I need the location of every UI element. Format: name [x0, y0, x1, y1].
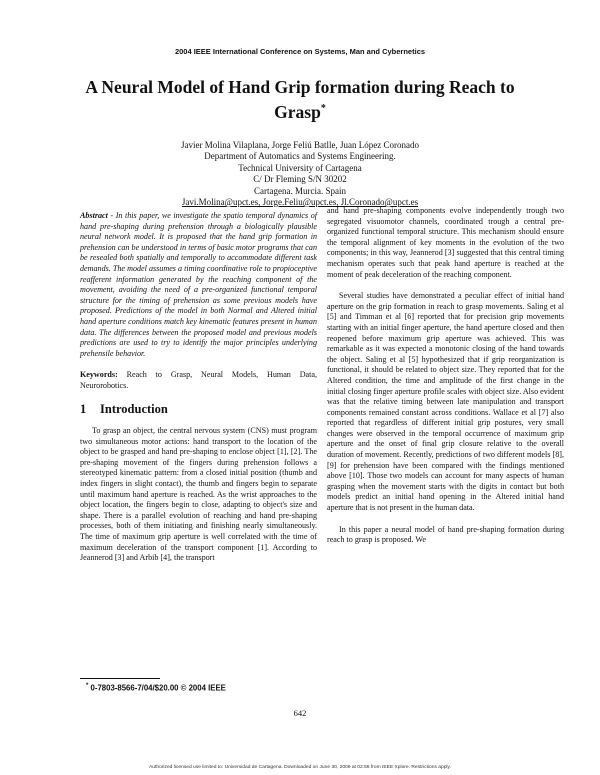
- abstract: [80, 211, 317, 359]
- footnote-text: 0-7803-8566-7/04/$20.00 © 2004 IEEE: [90, 683, 226, 693]
- body-paragraph-4: In this paper a neural model of hand pre-shaping formation during reach to grasp is proposed. We: [327, 524, 564, 545]
- author-emails[interactable]: Javi.Molina@upct.es, Jorge.Feliu@upct.es, Jl.Coronado@upct.es: [181, 197, 419, 208]
- author-university: Technical University of Cartagena: [238, 162, 362, 173]
- author-city: Cartagena. Murcia. Spain: [254, 185, 346, 196]
- body-paragraph-2: and hand pre-shaping components evolve independently trough two segregated visuomotor channels, coordinated trough a central pre-organized functional temporal structure. This mechanism should ensure the temporal alignment of key moments in the evolution of the two components; in this way, Jeannerod [3] suggested that this central timing mechanism operates such that peak hand aperture is reached at the moment of peak deceleration of the reaching component.: [327, 206, 564, 279]
- license-footer: Authorized licensed use limited to: Universidad de Cartagena. Downloaded on June 30, 2009 at 02:56 from IEEE Xplore. Restrictions apply.: [149, 765, 451, 770]
- section-title: Introduction: [100, 401, 168, 416]
- footnote: [86, 683, 226, 693]
- page-number: 642: [293, 708, 307, 718]
- footnote-mark: *: [86, 683, 89, 689]
- paper-title: [60, 76, 540, 123]
- author-department: Department of Automatics and Systems Engineering.: [204, 151, 396, 162]
- keywords: [80, 370, 317, 391]
- keywords-lead: Keywords:: [80, 370, 118, 380]
- section-heading: [80, 401, 317, 416]
- conference-header: 2004 IEEE International Conference on Systems, Man and Cybernetics: [174, 47, 426, 56]
- body-paragraph-3: Several studies have demonstrated a peculiar effect of initial hand aperture on the grip formation in reach to grasp movements. Saling et al [5] and Timman et al [6] reported that for precision grip movements starting with an initial finger aperture, the hand aperture closed and then reopened before maximum grip aperture was achieved. This was remarkable as it was expected a monotonic closing of the hand towards the object. Saling et al [5] hypothesized that if grip reorganization is functional, it should be related to object size. They reported that for the Altered condition, the time and amplitude of the first change in the initial closing finger aperture profile scales with object size. Also evident was that the relative timing between late manipulation and transport components remained constant across conditions. Wallace et al [7] also reported that regardless of different initial grip postures, very small changes were observed in the temporal occurrence of maximum grip aperture and the onset of final grip closure relative to the overall duration of movement. Recently, predictions of two different models [8], [9] for prehension have been compared with the findings mentioned above [10]. Those two models can account for many aspects of human grasping when the movement starts with the digits in contact but both models predict an initial hand opening in the Altered initial hand aperture that is not present in the human data.: [327, 291, 564, 513]
- abstract-lead: Abstract -: [80, 211, 114, 220]
- right-column: [327, 206, 564, 546]
- footnote-divider: [80, 678, 160, 679]
- abstract-text: In this paper, we investigate the spatio temporal dynamics of hand pre-shaping during prehension through a biologically plausible neural network model. It is proposed that the hand grip formation in prehension can be understood in terms of basic motor programs that can be resealed both spatially and temporally to accommodate different task demands. The model assumes a timing coordinative role to propioceptive reafferent information generated by the reaching component of the movement, avoiding the need of a pre-organized functional temporal structure for the timing of prehension as some previous models have proposed. Predictions of the model in both Normal and Altered initial hand aperture conditions match key kinematic features present in human data. The differences between the proposed model and previous models predictions are used to try to identify the major principles underlying prehensile behavior.: [80, 211, 317, 358]
- title-footnote-mark: *: [320, 103, 326, 114]
- left-column: [80, 211, 317, 564]
- paper-title-text: A Neural Model of Hand Grip formation during Reach to Grasp: [85, 77, 515, 122]
- author-street: C/ Dr Fleming S/N 30202: [253, 174, 347, 185]
- author-block: [100, 140, 500, 208]
- keywords-text: Reach to Grasp, Neural Models, Human Data, Neurorobotics.: [80, 370, 317, 390]
- body-paragraph-1: To grasp an object, the central nervous system (CNS) must program two simultaneous motor actions: hand transport to the location of the object to be grasped and hand pre-shaping to enclose object [1], [2]. The pre-shaping movement of the fingers during prehension follows a stereotyped kinematic pattern: from a closed initial position (thumb and index fingers in slight contact), the thumb and fingers begin to separate until maximum hand aperture is reached. As the wrist approaches to the object location, the fingers begin to close, adapting to object's size and shape. There is a parallel evolution of reaching and hand pre-shaping processes, both of them initiating and finishing nearly simultaneously. The time of maximum grip aperture is well correlated with the time of maximum deceleration of the transport component [1]. According to Jeannerod [3] and Arbib [4], the transport: [80, 426, 317, 563]
- section-number: 1: [80, 401, 87, 416]
- author-names: Javier Molina Vilaplana, Jorge Feliú Batlle, Juan López Coronado: [180, 140, 420, 150]
